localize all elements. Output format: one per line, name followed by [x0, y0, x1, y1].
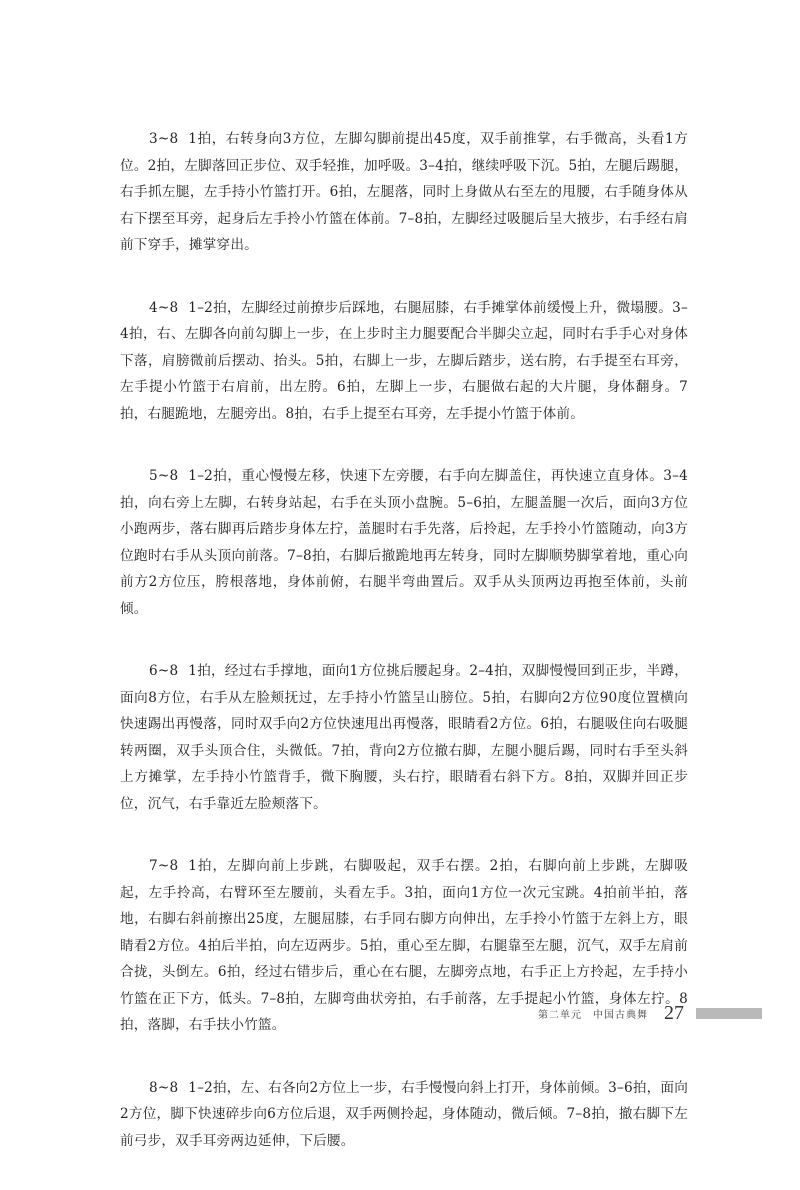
step-label: 6~8: [149, 663, 179, 679]
paragraph-3-8: [120, 126, 688, 259]
paragraph-5-8: [120, 463, 688, 622]
step-label: 7~8: [149, 858, 179, 874]
paragraph-text: 1–2拍，左脚经过前撩步后踩地，右腿屈膝，右手摊掌体前缓慢上升，微塌腰。3–4拍，右、左脚各向前勾脚上一步，在上步时主力腿要配合半脚尖立起，同时右手手心对身体下落，肩膀微前后摆动、抬头。5拍，右脚上一步，左脚后踏步，送右胯，右手提至右耳旁，左手提小竹篮于右肩前，出左胯。6拍，左脚上一步，右腿做右起的大片腿，身体翻身。7拍，右腿跪地，左腿旁出。8拍，右手上提至右耳旁，左手提小竹篮于体前。: [120, 299, 688, 422]
step-label: 8~8: [149, 1079, 179, 1096]
section-label: 第二单元 中国古典舞: [538, 1009, 648, 1021]
paragraph-6-8: [120, 658, 688, 817]
paragraph-text: 1–2拍，重心慢慢左移，快速下左旁腰，右手向左脚盖住，再快速立直身体。3–4拍，向右旁上左脚，右转身站起，右手在头顶小盘腕。5–6拍，左腿盖腿一次后，面向3方位小跑两步，落右脚再后踏步身体左拧，盖腿时右手先落，后拎起，左手拎小竹篮随动，向3方位跑时右手从头顶向前落。7–8拍，右脚后撤跪地再左转身，同时左脚顺势脚掌着地，重心向前方2方位压，胯根落地，身体前俯，右腿半弯曲置后。双手从头顶两边再抱至体前，头前倾。: [120, 468, 688, 617]
paragraph-text: 1拍，左脚向前上步跳，右脚吸起，双手右摆。2拍，右脚向前上步跳，左脚吸起，左手拎高，右臂环至左腰前，头看左手。3拍，面向1方位一次元宝跳。4拍前半拍，落地，右脚右斜前擦出25度，左腿屈膝，右手同右脚方向伸出，左手拎小竹篮于左斜上方，眼睛看2方位。4拍后半拍，向左迈两步。5拍，重心至左脚，右腿靠至左腿，沉气，双手左肩前合拢，头倒左。6拍，经过右错步后，重心在右腿，左脚旁点地，右手正上方拎起，左手持小竹篮在正下方，低头。7–8拍，左脚弯曲状旁拍，右手前落，左手提起小竹篮，身体左拧。8拍，落脚，右手扶小竹篮。: [120, 858, 688, 1033]
paragraph-4-8: [120, 295, 688, 428]
paragraph-text: 1拍，经过右手撑地，面向1方位挑后腰起身。2–4拍，双脚慢慢回到正步，半蹲，面向8方位，右手从左脸颊抚过，左手持小竹篮呈山膀位。5拍，右脚向2方位90度位置横向快速踢出再慢落，同时双手向2方位快速甩出再慢落，眼睛看2方位。6拍，右腿吸住向右吸腿转两圈，双手头顶合住，头微低。7拍，背向2方位撤右脚，左腿小腿后踢，同时右手至头斜上方摊掌，左手持小竹篮背手，微下胸腰，头右拧，眼睛看右斜下方。8拍，双脚并回正步位，沉气，右手靠近左脸颊落下。: [120, 663, 688, 812]
paragraph-text: 1–2拍，左、右各向2方位上一步，右手慢慢向斜上打开，身体前倾。3–6拍，面向2方位，脚下快速碎步向6方位后退，双手两侧拎起，身体随动，微后倾。7–8拍，撤右脚下左前弓步，双手耳旁两边延伸，下后腰。: [120, 1079, 688, 1149]
step-label: 5~8: [149, 468, 179, 484]
paragraph-8-8: [120, 1075, 688, 1155]
step-label: 4~8: [149, 299, 179, 316]
footer-decoration-bar: [696, 1008, 762, 1019]
step-label: 3~8: [149, 131, 179, 147]
page-number: 27: [664, 1001, 684, 1024]
main-text: [120, 126, 688, 1190]
page-footer: [538, 998, 762, 1028]
paragraph-text: 1拍，右转身向3方位，左脚勾脚前提出45度，双手前推掌，右手微高，头看1方位。2拍，左脚落回正步位、双手轻推，加呼吸。3–4拍，继续呼吸下沉。5拍，左腿后踢腿，右手抓左腿，左手持小竹篮打开。6拍，左腿落，同时上身做从右至左的甩腰，右手随身体从右下摆至耳旁，起身后左手拎小竹篮在体前。7–8拍，左脚经过吸腿后呈大掖步，右手经右肩前下穿手，摊掌穿出。: [120, 131, 688, 253]
